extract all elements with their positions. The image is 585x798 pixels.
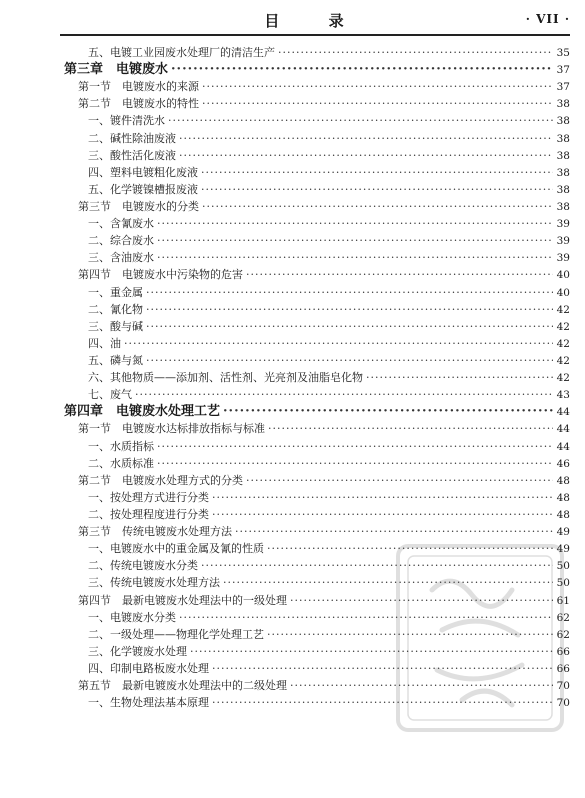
toc-entry-item bbox=[60, 301, 570, 318]
toc-entry-page: 38 bbox=[556, 98, 570, 111]
toc-entry-title: 第二节 电镀废水的特性 bbox=[78, 97, 199, 111]
toc-entry-page: 44 bbox=[556, 440, 570, 453]
toc-entry-item bbox=[60, 455, 570, 472]
toc-entry-title: 一、电镀废水中的重金属及氰的性质 bbox=[88, 542, 264, 556]
toc-entry-page: 61 bbox=[556, 594, 570, 607]
toc-entry-page: 42 bbox=[556, 354, 570, 367]
toc-entry-title: 六、其他物质——添加剂、活性剂、光亮剂及油脂皂化物 bbox=[88, 371, 363, 385]
toc-entry-page: 62 bbox=[556, 611, 570, 624]
toc-entry-title: 第三节 电镀废水的分类 bbox=[78, 199, 199, 213]
toc-entry-page: 50 bbox=[556, 577, 570, 590]
toc-entry-title: 二、传统电镀废水分类 bbox=[88, 559, 198, 573]
toc-entry-section bbox=[60, 198, 570, 215]
toc-entry-page: 42 bbox=[556, 303, 570, 316]
toc-entry-title: 第五节 最新电镀废水处理法中的二级处理 bbox=[78, 679, 287, 693]
toc-entry-page: 49 bbox=[556, 526, 570, 539]
toc-entry-item bbox=[60, 489, 570, 506]
toc-entry-section bbox=[60, 420, 570, 437]
toc-entry-item bbox=[60, 232, 570, 249]
toc-entry-title: 四、塑料电镀粗化废液 bbox=[88, 165, 198, 179]
dot-leader bbox=[179, 130, 553, 147]
toc-entry-page: 40 bbox=[556, 286, 570, 299]
toc-entry-section bbox=[60, 78, 570, 95]
toc-entry-page: 38 bbox=[556, 115, 570, 128]
toc-entry-item bbox=[60, 181, 570, 198]
dot-leader bbox=[157, 438, 553, 455]
toc-entry-page: 35 bbox=[556, 47, 570, 59]
toc-entry-title: 二、水质标准 bbox=[88, 456, 154, 470]
dot-leader bbox=[223, 403, 553, 420]
toc-entry-item bbox=[60, 318, 570, 335]
toc-entry-title: 五、化学镀镍槽报废液 bbox=[88, 182, 198, 196]
dot-leader bbox=[366, 369, 553, 386]
toc-entry-item bbox=[60, 215, 570, 232]
toc-entry-item bbox=[60, 506, 570, 523]
toc-entry-page: 38 bbox=[556, 166, 570, 179]
toc-entry-title: 第三章 电镀废水 bbox=[64, 62, 169, 78]
dot-leader bbox=[212, 489, 553, 506]
toc-entry-title: 四、油 bbox=[88, 336, 121, 350]
dot-leader bbox=[179, 147, 553, 164]
toc-entry-page: 39 bbox=[556, 235, 570, 248]
toc-entry-item bbox=[60, 130, 570, 147]
toc-entry-title: 三、酸与碱 bbox=[88, 319, 143, 333]
toc-entry-page: 38 bbox=[556, 149, 570, 162]
toc-entry-item bbox=[60, 112, 570, 129]
toc-entry-page: 42 bbox=[556, 320, 570, 333]
dot-leader bbox=[146, 301, 553, 318]
dot-leader bbox=[157, 215, 553, 232]
toc-entry-page: 38 bbox=[556, 183, 570, 196]
toc-entry-item bbox=[60, 369, 570, 386]
page-number: · VII · bbox=[525, 12, 570, 26]
toc-entry-page: 39 bbox=[556, 218, 570, 231]
toc-entry-page: 62 bbox=[556, 628, 570, 641]
toc-entry-page: 37 bbox=[556, 81, 570, 94]
toc-entry-section bbox=[60, 266, 570, 283]
toc-entry-page: 66 bbox=[556, 645, 570, 658]
dot-leader bbox=[168, 112, 553, 129]
toc-entry-page: 39 bbox=[556, 252, 570, 265]
toc-entry-item bbox=[60, 438, 570, 455]
toc-entry-title: 一、电镀废水分类 bbox=[88, 610, 176, 624]
toc-entry-title: 第四章 电镀废水处理工艺 bbox=[64, 404, 221, 420]
toc-entry-item bbox=[60, 352, 570, 369]
toc-entry-section bbox=[60, 472, 570, 489]
toc-entry-title: 七、废气 bbox=[88, 388, 132, 402]
toc-entry-page: 48 bbox=[556, 508, 570, 521]
toc-entry-title: 三、传统电镀废水处理方法 bbox=[88, 576, 220, 590]
toc-entry-title: 二、碱性除油废液 bbox=[88, 131, 176, 145]
toc-entry-item bbox=[60, 44, 570, 61]
toc-entry-title: 四、印制电路板废水处理 bbox=[88, 661, 209, 675]
toc-entry-title: 三、酸性活化废液 bbox=[88, 148, 176, 162]
dot-leader bbox=[235, 523, 553, 540]
toc-entry-page: 70 bbox=[556, 680, 570, 693]
toc-entry-title: 第四节 电镀废水中污染物的危害 bbox=[78, 268, 243, 282]
toc-entry-section bbox=[60, 95, 570, 112]
dot-leader bbox=[135, 386, 553, 403]
dot-leader bbox=[201, 181, 553, 198]
toc-entry-chapter bbox=[60, 61, 570, 78]
toc-entry-title: 五、磷与氮 bbox=[88, 353, 143, 367]
toc-entry-title: 五、电镀工业园废水处理厂的清洁生产 bbox=[88, 46, 275, 59]
toc-entry-item bbox=[60, 335, 570, 352]
toc-entry-title: 二、氰化物 bbox=[88, 302, 143, 316]
toc-entry-title: 一、重金属 bbox=[88, 285, 143, 299]
toc-entry-page: 43 bbox=[556, 389, 570, 402]
toc-entry-page: 40 bbox=[556, 269, 570, 282]
toc-entry-title: 二、按处理程度进行分类 bbox=[88, 507, 209, 521]
toc-entry-page: 44 bbox=[556, 406, 570, 419]
dot-leader bbox=[146, 284, 553, 301]
toc-entry-page: 46 bbox=[556, 457, 570, 470]
dot-leader bbox=[212, 506, 553, 523]
dot-leader bbox=[157, 455, 553, 472]
toc-entry-title: 一、含氰废水 bbox=[88, 217, 154, 231]
toc-entry-page: 48 bbox=[556, 491, 570, 504]
toc-entry-page: 70 bbox=[556, 697, 570, 710]
toc-entry-page: 66 bbox=[556, 662, 570, 675]
toc-entry-section bbox=[60, 523, 570, 540]
dot-leader bbox=[124, 335, 553, 352]
dot-leader bbox=[246, 472, 553, 489]
header-rule bbox=[60, 34, 570, 36]
toc-entry-page: 49 bbox=[556, 543, 570, 556]
toc-entry-page: 50 bbox=[556, 560, 570, 573]
toc-entry-title: 三、化学镀废水处理 bbox=[88, 644, 187, 658]
toc-entry-title: 一、生物处理法基本原理 bbox=[88, 696, 209, 710]
dot-leader bbox=[146, 352, 553, 369]
dot-leader bbox=[157, 249, 553, 266]
toc-entry-item bbox=[60, 284, 570, 301]
dot-leader bbox=[201, 164, 553, 181]
toc-entry-page: 37 bbox=[556, 64, 570, 77]
toc-entry-title: 第四节 最新电镀废水处理法中的一级处理 bbox=[78, 593, 287, 607]
dot-leader bbox=[146, 318, 553, 335]
toc-entry-title: 第三节 传统电镀废水处理方法 bbox=[78, 525, 232, 539]
toc-entry-item bbox=[60, 164, 570, 181]
toc-entry-page: 44 bbox=[556, 423, 570, 436]
watermark-seal bbox=[392, 540, 568, 736]
dot-leader bbox=[268, 420, 553, 437]
toc-entry-page: 42 bbox=[556, 372, 570, 385]
toc-entry-title: 二、综合废水 bbox=[88, 234, 154, 248]
toc-entry-chapter bbox=[60, 403, 570, 420]
toc-entry-title: 一、按处理方式进行分类 bbox=[88, 490, 209, 504]
toc-entry-item bbox=[60, 249, 570, 266]
toc-entry-title: 第一节 电镀废水的来源 bbox=[78, 80, 199, 94]
toc-entry-title: 第一节 电镀废水达标排放指标与标准 bbox=[78, 422, 265, 436]
dot-leader bbox=[157, 232, 553, 249]
dot-leader bbox=[171, 61, 553, 78]
page-title: 目 录 bbox=[264, 12, 366, 30]
dot-leader bbox=[246, 266, 553, 283]
toc-entry-title: 二、一级处理——物理化学处理工艺 bbox=[88, 627, 264, 641]
toc-entry-page: 48 bbox=[556, 474, 570, 487]
toc-entry-page: 42 bbox=[556, 337, 570, 350]
toc-entry-title: 第二节 电镀废水处理方式的分类 bbox=[78, 473, 243, 487]
toc-entry-title: 三、含油废水 bbox=[88, 251, 154, 265]
page-header bbox=[60, 6, 570, 32]
toc-entry-item bbox=[60, 386, 570, 403]
dot-leader bbox=[202, 78, 553, 95]
toc-entry-item bbox=[60, 147, 570, 164]
toc-entry-page: 38 bbox=[556, 132, 570, 145]
toc-entry-page: 38 bbox=[556, 200, 570, 213]
dot-leader bbox=[202, 95, 553, 112]
toc-entry-title: 一、水质指标 bbox=[88, 439, 154, 453]
toc-entry-title: 一、镀件清洗水 bbox=[88, 114, 165, 128]
dot-leader bbox=[278, 44, 553, 61]
dot-leader bbox=[202, 198, 553, 215]
